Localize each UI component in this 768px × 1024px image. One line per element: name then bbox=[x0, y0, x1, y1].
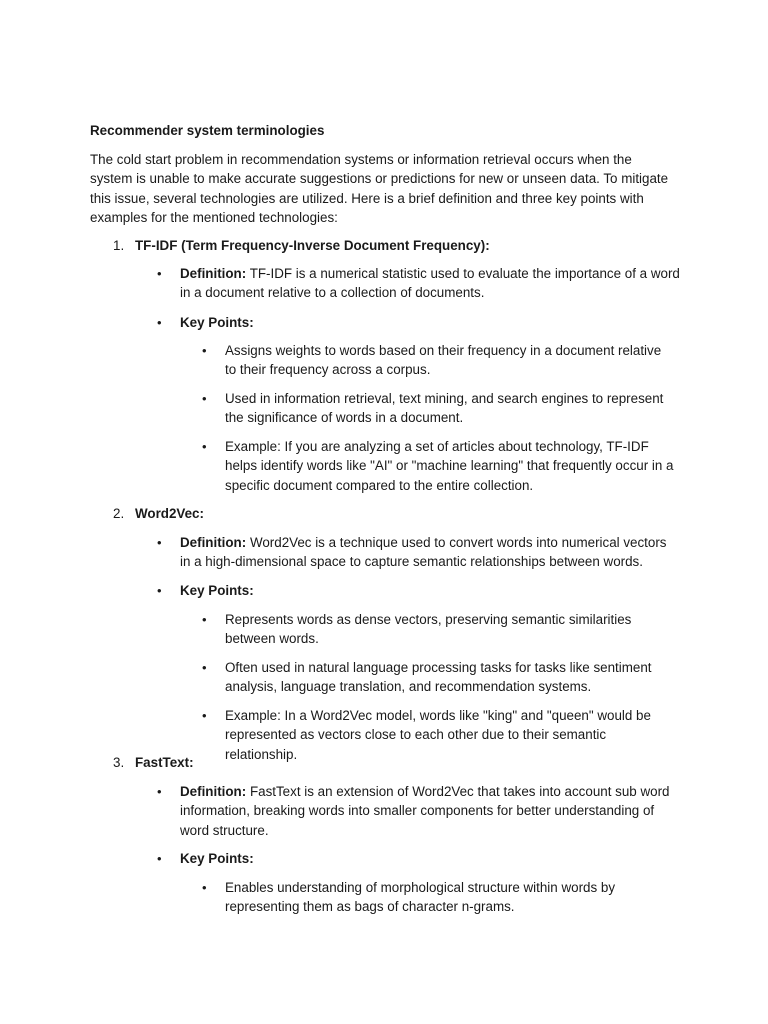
section-number: 3. bbox=[113, 755, 125, 770]
definition-item bbox=[180, 533, 680, 572]
key-points-label: Key Points: bbox=[180, 583, 254, 598]
key-points-label: Key Points: bbox=[180, 315, 254, 330]
definition-text: TF-IDF is a numerical statistic used to evaluate the importance of a word in a document relative to a collection of documents. bbox=[180, 266, 680, 301]
bullet-icon: • bbox=[202, 880, 207, 895]
key-point-item: Example: In a Word2Vec model, words like "king" and "queen" would be represented as vectors close to each other due to their semantic relationship. bbox=[225, 708, 651, 762]
key-point-item: Enables understanding of morphological structure within words by representing them as bags of character n-grams. bbox=[225, 880, 616, 915]
section-heading: TF-IDF (Term Frequency-Inverse Document Frequency): bbox=[135, 238, 490, 253]
bullet-icon: • bbox=[157, 583, 162, 598]
bullet-icon: • bbox=[157, 535, 162, 550]
section-heading: Word2Vec: bbox=[135, 506, 204, 521]
key-points-label: Key Points: bbox=[180, 851, 254, 866]
definition-label: Definition: bbox=[180, 535, 247, 550]
bullet-icon: • bbox=[202, 439, 207, 454]
key-point-item: Assigns weights to words based on their frequency in a document relative to their frequency across a corpus. bbox=[225, 343, 662, 378]
bullet-icon: • bbox=[202, 708, 207, 723]
key-point-item: Used in information retrieval, text mining, and search engines to represent the significance of words in a document. bbox=[225, 391, 664, 426]
bullet-icon: • bbox=[202, 391, 207, 406]
definition-item bbox=[180, 782, 680, 840]
section-heading: FastText: bbox=[135, 755, 194, 770]
intro-paragraph: The cold start problem in recommendation systems or information retrieval occurs when the system is unable to make accurate suggestions or predictions for new or unseen data. To mitigate this issue, several technologies are utilized. Here is a brief definition and three key points with examples for the mentioned technologies: bbox=[90, 152, 669, 225]
key-point-item: Example: If you are analyzing a set of articles about technology, TF-IDF helps identify words like "AI" or "machine learning" that frequently occur in a specific document compared to the entire collection. bbox=[225, 439, 674, 493]
bullet-icon: • bbox=[157, 315, 162, 330]
bullet-icon: • bbox=[157, 784, 162, 799]
definition-label: Definition: bbox=[180, 784, 247, 799]
bullet-icon: • bbox=[202, 660, 207, 675]
definition-text: Word2Vec is a technique used to convert words into numerical vectors in a high-dimensional space to capture semantic relationships between words. bbox=[180, 535, 667, 570]
bullet-icon: • bbox=[157, 851, 162, 866]
bullet-icon: • bbox=[202, 612, 207, 627]
section-number: 1. bbox=[113, 238, 125, 253]
definition-text: FastText is an extension of Word2Vec that takes into account sub word information, breaking words into smaller components for better understanding of word structure. bbox=[180, 784, 670, 838]
bullet-icon: • bbox=[157, 266, 162, 281]
doc-title: Recommender system terminologies bbox=[90, 123, 325, 138]
section-number: 2. bbox=[113, 506, 125, 521]
key-point-item: Represents words as dense vectors, preserving semantic similarities between words. bbox=[225, 612, 632, 647]
key-point-item: Often used in natural language processing tasks for tasks like sentiment analysis, language translation, and recommendation systems. bbox=[225, 660, 652, 695]
definition-label: Definition: bbox=[180, 266, 247, 281]
bullet-icon: • bbox=[202, 343, 207, 358]
definition-item bbox=[180, 264, 680, 303]
